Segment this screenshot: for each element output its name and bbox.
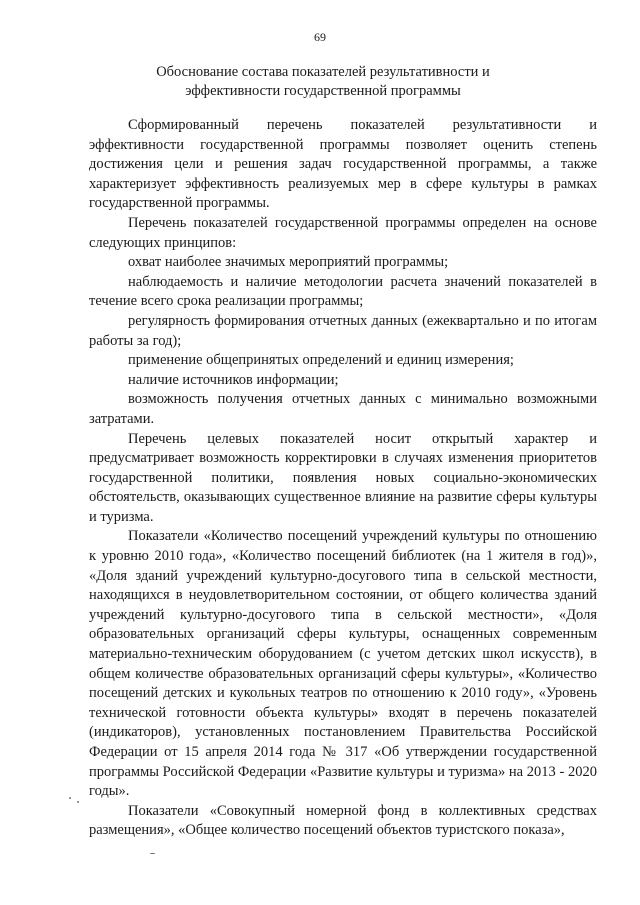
principle-item: охват наиболее значимых мероприятий программы; [128,254,449,271]
scan-speck [77,801,79,803]
principle-item: применение общепринятых определений и единиц измерения; [128,352,514,369]
paragraph-indicators-continued: Показатели «Совокупный номерной фонд в коллективных средствах размещения», «Общее количество посещений объектов туристского показа», [89,802,597,839]
title-line-1: Обоснование состава показателей результативности и [156,64,490,80]
page-number: 69 [314,30,326,44]
principle-item: наблюдаемость и наличие методологии расчета значений показателей в течение всего срока реализации программы; [89,273,597,310]
principle-item: возможность получения отчетных данных с минимально возможными затратами. [89,391,597,427]
title-line-2: эффективности государственной программы [185,83,461,99]
document-title [60,63,586,101]
paragraph-open-character: Перечень целевых показателей носит открытый характер и предусматривает возможность корректировки в случаях изменения приоритетов государственной политики, появления новых социально-экономических обстоятельств, оказывающих существенное влияние на развитие сферы культуры и туризма. [89,430,597,525]
scan-speck [150,853,155,854]
paragraph-indicators: Показатели «Количество посещений учреждений культуры по отношению к уровню 2010 года», «Количество посещений библиотек (на 1 жителя в год)», «Доля зданий учреждений культурно-досугового типа в сельской местности, находящихся в неудовлетворительном состоянии, от общего количества зданий учреждений культурно-досугового типа в сельской местности», «Доля образовательных организаций сферы культуры, оснащенных современным материально-техническим оборудованием (с учетом детских школ искусств), в общем количестве образовательных организаций сферы культуры», «Количество посещений детских и кукольных театров по отношению к 2010 году», «Уровень технической готовности объекта культуры» входят в перечень показателей (индикаторов), установленных постановлением Правительства Российской Федерации от 15 апреля 2014 года № 317 «Об утверждении государственной программы Российской Федерации «Развитие культуры и туризма» на 2013 - 2020 годы». [89,528,597,800]
paragraph-intro: Сформированный перечень показателей результативности и эффективности государственной программы позволяет оценить степень достижения цели и решения задач государственной программы, а также характеризует эффективность реализуемых мер в сфере культуры в рамках государственной программы. [89,117,597,212]
paragraph-principles-intro: Перечень показателей государственной программы определен на основе следующих принципов: [89,214,597,251]
principle-item: наличие источников информации; [128,371,339,388]
scan-speck [69,797,71,799]
principle-item: регулярность формирования отчетных данных (ежеквартально и по итогам работы за год); [89,312,597,349]
document-body [89,116,597,841]
